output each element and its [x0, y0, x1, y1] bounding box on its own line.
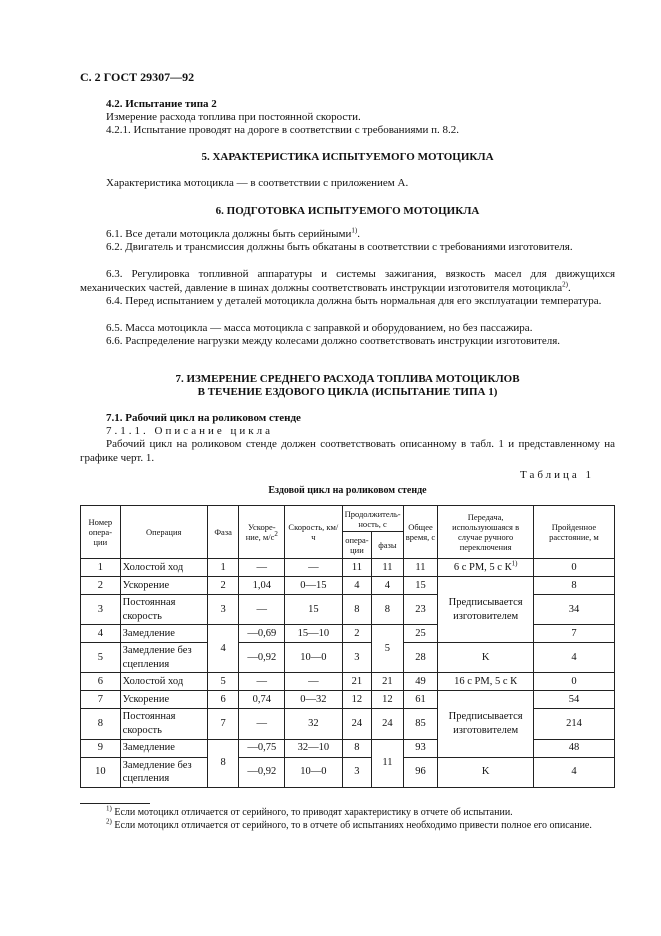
cell-phase: 2 [207, 577, 239, 595]
para-6-1-text: 6.1. Все детали мотоцикла должны быть серийными [106, 228, 352, 240]
cell-duration-phase: 24 [372, 709, 403, 739]
table-row [81, 577, 615, 595]
cell-duration-op: 3 [342, 757, 372, 787]
cell-total-time: 15 [403, 577, 438, 595]
cell-duration-phase: 11 [372, 559, 403, 577]
cell-speed: 0—32 [285, 691, 343, 709]
cell-total-time: 11 [403, 559, 438, 577]
col-header-acceleration-text: Ускоре-ние, м/с [245, 522, 276, 542]
section-4-2-text: Измерение расхода топлива при постоянной скорости. [106, 111, 361, 123]
cell-gear: Предписывается изготовителем [438, 691, 534, 757]
cell-acceleration: 0,74 [239, 691, 285, 709]
section-5-title: 5. ХАРАКТЕРИСТИКА ИСПЫТУЕМОГО МОТОЦИКЛА [201, 151, 494, 163]
cell-number: 7 [81, 691, 121, 709]
cell-speed: 10—0 [285, 643, 343, 673]
table-row [81, 709, 615, 739]
cell-total-time: 93 [403, 739, 438, 757]
cell-operation: Постоянная скорость [120, 709, 207, 739]
table-caption: Ездовой цикл на роликовом стенде [268, 485, 427, 496]
cell-duration-phase: 5 [372, 625, 403, 673]
footnote-ref-2: 2) [562, 279, 568, 288]
col-header-acceleration-sup: 2 [274, 530, 278, 539]
cell-distance: 34 [533, 595, 614, 625]
cell-total-time: 85 [403, 709, 438, 739]
para-6-3-end: . [567, 281, 571, 294]
cell-acceleration: —0,92 [239, 643, 285, 673]
section-7-title-line2: В ТЕЧЕНИЕ ЕЗДОВОГО ЦИКЛА (ИСПЫТАНИЕ ТИПА 1) [197, 386, 498, 398]
cell-duration-phase: 11 [372, 739, 403, 787]
cell-gear: K [438, 757, 534, 787]
cell-distance: 4 [533, 757, 614, 787]
table-row [81, 625, 615, 643]
page-header: С. 2 ГОСТ 29307—92 [80, 70, 195, 84]
cell-distance: 7 [533, 625, 614, 643]
cell-gear: Предписывается изготовителем [438, 577, 534, 643]
cell-speed: 0—15 [285, 577, 343, 595]
footnote-2-text: Если мотоцикл отличается от серийного, то в отчете об испытаниях необходимо привести полное его описание. [114, 820, 592, 831]
cell-operation: Холостой ход [120, 673, 207, 691]
col-header-acceleration [239, 506, 285, 559]
col-header-duration-phase: фазы [372, 532, 403, 559]
cell-acceleration: 1,04 [239, 577, 285, 595]
cell-operation: Замедление [120, 739, 207, 757]
cell-duration-phase: 8 [372, 595, 403, 625]
para-6-4: 6.4. Перед испытанием у деталей мотоцикла должна быть нормальная для его эксплуатации температура. [106, 295, 602, 307]
para-6-1-end: . [357, 228, 360, 240]
col-header-operation: Операция [120, 506, 207, 559]
para-6-5: 6.5. Масса мотоцикла — масса мотоцикла с заправкой и оборудованием, но без пассажира. [106, 322, 533, 334]
section-5-text: Характеристика мотоцикла — в соответствии с приложением А. [106, 177, 409, 189]
cell-duration-phase: 21 [372, 673, 403, 691]
cell-acceleration: — [239, 709, 285, 739]
table-row [81, 643, 615, 673]
para-6-1 [106, 228, 360, 242]
col-header-duration: Продолжитель-ность, с [342, 506, 403, 532]
section-6-title: 6. ПОДГОТОВКА ИСПЫТУЕМОГО МОТОЦИКЛА [215, 205, 480, 217]
cell-gear-text: 6 с РМ, 5 с К [453, 561, 512, 573]
table-row [81, 595, 615, 625]
para-6-2: 6.2. Двигатель и трансмиссия должны быть обкатаны в соответствии с требованиями изготовителя. [106, 241, 573, 253]
para-6-6: 6.6. Распределение нагрузки между колесами должно соответствовать инструкции изготовителя. [106, 335, 561, 347]
cell-number: 2 [81, 577, 121, 595]
cell-total-time: 25 [403, 625, 438, 643]
footnote-1-text: Если мотоцикл отличается от серийного, то приводят характеристику в отчете об испытании. [114, 807, 513, 818]
cell-gear [438, 559, 534, 577]
cell-gear: 16 с РМ, 5 с К [438, 673, 534, 691]
col-header-total-time: Общее время, с [403, 506, 438, 559]
cell-acceleration: — [239, 595, 285, 625]
cell-speed: 32—10 [285, 739, 343, 757]
cell-number: 4 [81, 625, 121, 643]
cell-duration-op: 24 [342, 709, 372, 739]
cell-operation: Холостой ход [120, 559, 207, 577]
table-row [81, 739, 615, 757]
cell-duration-op: 2 [342, 625, 372, 643]
cell-operation: Ускорение [120, 577, 207, 595]
cell-operation: Замедление [120, 625, 207, 643]
col-header-gear: Передача, используюшаяся в случае ручного переключения [438, 506, 534, 559]
cell-speed: 10—0 [285, 757, 343, 787]
cell-acceleration: — [239, 673, 285, 691]
footnote-1 [80, 804, 615, 820]
cell-distance: 4 [533, 643, 614, 673]
cell-duration-phase: 12 [372, 691, 403, 709]
section-7-1-1-title: 7.1.1. Описание цикла [106, 425, 274, 437]
footnote-2 [80, 817, 615, 833]
cell-duration-op: 8 [342, 595, 372, 625]
cell-phase: 1 [207, 559, 239, 577]
cell-distance: 0 [533, 559, 614, 577]
cell-phase: 6 [207, 691, 239, 709]
col-header-number: Номер опера-ции [81, 506, 121, 559]
cell-duration-op: 3 [342, 643, 372, 673]
section-7-1-title: 7.1. Рабочий цикл на роликовом стенде [106, 412, 301, 424]
cell-duration-op: 12 [342, 691, 372, 709]
cell-operation: Замедление без сцепления [120, 757, 207, 787]
cell-total-time: 28 [403, 643, 438, 673]
footnote-2-mark: 2) [106, 817, 112, 826]
table-row [81, 559, 615, 577]
cell-gear: K [438, 643, 534, 673]
cell-phase: 4 [207, 625, 239, 673]
section-7-1-1-text: Рабочий цикл на роликовом стенде должен соответствовать описанному в табл. 1 и представленному на графике черт. 1. [80, 438, 615, 464]
cell-total-time: 61 [403, 691, 438, 709]
cell-total-time: 23 [403, 595, 438, 625]
para-6-3 [80, 268, 615, 295]
cell-distance: 48 [533, 739, 614, 757]
cell-phase: 7 [207, 709, 239, 739]
driving-cycle-table [80, 505, 615, 788]
cell-number: 8 [81, 709, 121, 739]
col-header-duration-operation: опера-ции [342, 532, 372, 559]
table-row [81, 757, 615, 787]
cell-speed: — [285, 673, 343, 691]
col-header-phase: Фаза [207, 506, 239, 559]
cell-total-time: 96 [403, 757, 438, 787]
cell-phase: 3 [207, 595, 239, 625]
cell-number: 6 [81, 673, 121, 691]
footnote-1-mark: 1) [106, 804, 112, 813]
section-4-2-title: 4.2. Испытание типа 2 [106, 98, 217, 110]
footnote-ref-1: 1) [351, 226, 358, 235]
cell-distance: 8 [533, 577, 614, 595]
cell-acceleration: — [239, 559, 285, 577]
cell-operation: Постоянная скорость [120, 595, 207, 625]
cell-speed: — [285, 559, 343, 577]
table-header-row [81, 506, 615, 532]
cell-speed: 15 [285, 595, 343, 625]
cell-duration-op: 4 [342, 577, 372, 595]
cell-distance: 54 [533, 691, 614, 709]
table-row [81, 691, 615, 709]
cell-duration-phase: 4 [372, 577, 403, 595]
para-6-3-text: 6.3. Регулировка топливной аппаратуры и системы зажигания, вязкость масел для движущихся механических частей, давление в шинах должны соответствовать инструкции изготовителя мотоцикла [80, 268, 615, 294]
cell-gear-sup: 1) [511, 559, 518, 568]
cell-distance: 214 [533, 709, 614, 739]
cell-speed: 15—10 [285, 625, 343, 643]
cell-operation: Замедление без сцепления [120, 643, 207, 673]
cell-number: 9 [81, 739, 121, 757]
cell-operation: Ускорение [120, 691, 207, 709]
cell-number: 5 [81, 643, 121, 673]
col-header-distance: Пройденное расстояние, м [533, 506, 614, 559]
cell-duration-op: 8 [342, 739, 372, 757]
cell-acceleration: —0,75 [239, 739, 285, 757]
cell-duration-op: 21 [342, 673, 372, 691]
cell-phase: 8 [207, 739, 239, 787]
footnote-divider [80, 803, 150, 804]
col-header-speed: Скорость, км/ч [285, 506, 343, 559]
table-row [81, 673, 615, 691]
cell-total-time: 49 [403, 673, 438, 691]
table-label: Таблица 1 [520, 469, 595, 481]
cell-distance: 0 [533, 673, 614, 691]
cell-phase: 5 [207, 673, 239, 691]
cell-number: 3 [81, 595, 121, 625]
cell-acceleration: —0,69 [239, 625, 285, 643]
section-7-title-line1: 7. ИЗМЕРЕНИЕ СРЕДНЕГО РАСХОДА ТОПЛИВА МОТОЦИКЛОВ [175, 373, 520, 385]
cell-acceleration: —0,92 [239, 757, 285, 787]
cell-speed: 32 [285, 709, 343, 739]
section-4-2-1-text: 4.2.1. Испытание проводят на дороге в соответствии с требованиями п. 8.2. [106, 124, 459, 136]
cell-number: 1 [81, 559, 121, 577]
cell-number: 10 [81, 757, 121, 787]
cell-duration-op: 11 [342, 559, 372, 577]
